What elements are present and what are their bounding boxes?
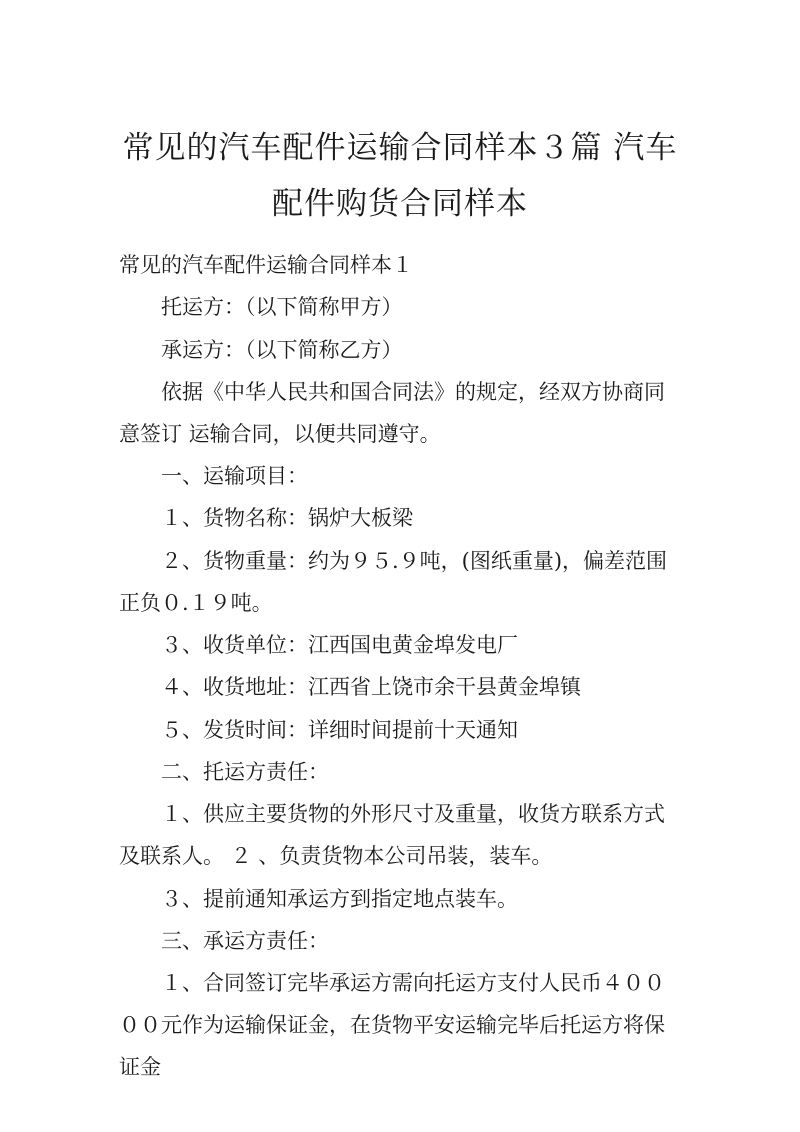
heading-carrier-duties: 三、承运方责任： (161, 928, 329, 953)
paragraph-carrier: 承运方：（以下简称乙方） (161, 337, 403, 362)
paragraph-goods-name: １、货物名称：锅炉大板梁 (161, 506, 413, 531)
paragraph-shipping-time: ５、发货时间：详细时间提前十天通知 (161, 717, 518, 742)
paragraph-basis: 依据《中华人民共和国合同法》的规定，经双方协商同意签订 运输合同，以便共同遵守。 (119, 379, 665, 446)
heading-transport-items: 一、运输项目： (161, 464, 308, 489)
paragraph-carrier-duty-1: １、合同签订完毕承运方需向托运方支付人民币４００００元作为运输保证金，在货物平安运输完毕后托运方将保证金 (119, 971, 665, 1080)
paragraph-shipper: 托运方：（以下简称甲方） (161, 295, 403, 320)
paragraph-receiving-address: ４、收货地址：江西省上饶市余干县黄金埠镇 (161, 675, 581, 700)
section-subtitle: 常见的汽车配件运输合同样本１ (119, 253, 413, 277)
paragraph-receiving-unit: ３、收货单位：江西国电黄金埠发电厂 (161, 633, 518, 658)
heading-shipper-duties: 二、托运方责任： (161, 759, 329, 784)
paragraph-shipper-duty-1: １、供应主要货物的外形尺寸及重量，收货方联系方式及联系人。 ２ 、负责货物本公司吊装，装车。 (119, 802, 665, 869)
paragraph-goods-weight: ２、货物重量：约为９５.９吨，(图纸重量)，偏差范围正负０.１９吨。 (119, 548, 668, 615)
document-title: 常见的汽车配件运输合同样本３篇 汽车配件购货合同样本 (122, 130, 678, 222)
paragraph-shipper-duty-3: ３、提前通知承运方到指定地点装车。 (161, 886, 518, 911)
document-body (119, 244, 685, 1088)
